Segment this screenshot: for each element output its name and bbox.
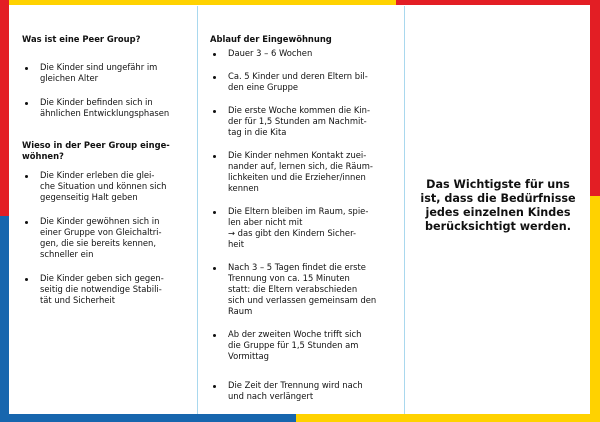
list-item-line: tät und Sicherheit [40,295,116,305]
list-item-line: Ca. 5 Kinder und deren Eltern bil- [228,71,368,81]
list-item-line: Die Kinder geben sich gegen- [40,273,164,283]
why-peer-group-list [22,170,192,306]
left-panel [22,34,192,306]
heading-line: Wieso in der Peer Group einge- [22,140,170,150]
list-item-line: gleichen Alter [40,73,99,83]
right-border-red [590,0,600,196]
list-item [210,150,398,194]
fold-line-right [404,6,405,414]
list-item [210,262,398,317]
heading-eingewoehnung: Ablauf der Eingewöhnung [210,34,332,44]
left-border-red [0,0,9,216]
heading-peer-group: Was ist eine Peer Group? [22,34,141,44]
right-border-yellow [590,196,600,422]
list-item-line: heit [228,239,245,249]
heading-line: wöhnen? [22,151,64,161]
list-item [210,48,398,59]
statement-line: jedes einzelnen Kindes [425,206,571,219]
list-item-line: Die Kinder erleben die glei- [40,170,155,180]
list-item-line: einer Gruppe von Gleichaltri- [40,227,162,237]
list-item [22,273,192,306]
list-item-line: schneller ein [40,249,94,259]
list-item-line: gen, die sie bereits kennen, [40,238,157,248]
list-item-line: Die Kinder gewöhnen sich in [40,216,160,226]
list-item-line: und nach verlängert [228,391,314,401]
top-border-yellow [0,0,396,5]
list-item-line: che Situation und können sich [40,181,167,191]
list-item-line: die Gruppe für 1,5 Stunden am [228,340,359,350]
list-item [22,97,192,119]
left-border-blue [0,216,9,422]
list-item-line: den eine Gruppe [228,82,299,92]
eingewoehnung-list [210,48,398,402]
statement-line: berücksichtigt werden. [425,220,571,233]
list-item-line: gegenseitig Halt geben [40,192,138,202]
list-item-line: Die Kinder befinden sich in [40,97,153,107]
list-item-line: lichkeiten und die Erzieher/innen [228,172,366,182]
list-item [22,170,192,203]
statement-line: Das Wichtigste für uns [426,178,570,191]
list-item-line: Die erste Woche kommen die Kin- [228,105,371,115]
list-item-line: tag in die Kita [228,127,287,137]
list-item-line: kennen [228,183,259,193]
list-item [22,62,192,84]
list-item [210,380,398,402]
bottom-border-blue [0,414,296,422]
list-item-line: Dauer 3 – 6 Wochen [228,48,313,58]
list-item-line: statt: die Eltern verabschieden [228,284,358,294]
list-item-line: Vormittag [228,351,269,361]
list-item-line: der für 1,5 Stunden am Nachmit- [228,116,367,126]
list-item [22,216,192,260]
statement-line: ist, dass die Bedürfnisse [420,192,576,205]
heading-why-peer-group [22,140,192,162]
list-item-line: len aber nicht mit [228,217,303,227]
top-border-red [396,0,600,5]
key-statement [412,178,584,234]
middle-panel [210,34,398,402]
list-item-line: Trennung von ca. 15 Minuten [228,273,350,283]
list-item-line: Die Kinder sind ungefähr im [40,62,158,72]
list-item-line: nander auf, lernen sich, die Räum- [228,161,373,171]
list-item [210,329,398,362]
peer-group-list [22,62,192,119]
bottom-border-yellow [296,414,600,422]
list-item-line: Die Eltern bleiben im Raum, spie- [228,206,369,216]
list-item-line: → das gibt den Kindern Sicher- [228,228,356,238]
list-item-line: seitig die notwendige Stabili- [40,284,162,294]
list-item [210,206,398,250]
list-item-line: Die Kinder nehmen Kontakt zuei- [228,150,367,160]
list-item-line: Ab der zweiten Woche trifft sich [228,329,362,339]
list-item [210,71,398,93]
list-item [210,105,398,138]
list-item-line: ähnlichen Entwicklungsphasen [40,108,170,118]
list-item-line: Nach 3 – 5 Tagen findet die erste [228,262,366,272]
list-item-line: sich und verlassen gemeinsam den [228,295,377,305]
list-item-line: Die Zeit der Trennung wird nach [228,380,363,390]
fold-line-left [197,6,198,414]
list-item-line: Raum [228,306,253,316]
